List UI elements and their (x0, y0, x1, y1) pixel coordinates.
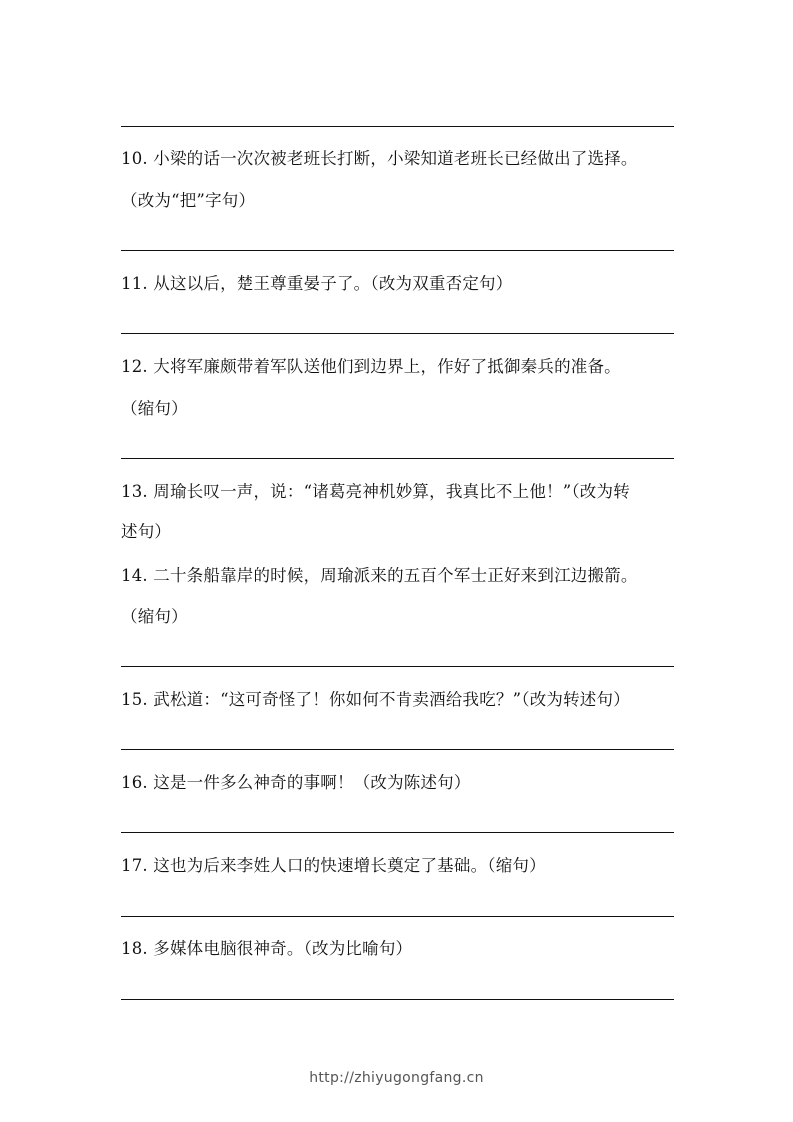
answer-line (121, 999, 674, 1000)
question-13-instruction: 述句） (121, 522, 172, 541)
question-17-text: 17. 这也为后来李姓人口的快速增长奠定了基础。（缩句） (121, 856, 546, 875)
answer-line (121, 126, 674, 127)
answer-line (121, 832, 674, 833)
question-14-instruction: （缩句） (121, 607, 188, 626)
question-10-instruction: （改为“把”字句） (121, 191, 256, 210)
footer-url: http://zhiyugongfang.cn (309, 1070, 484, 1086)
answer-line (121, 916, 674, 917)
answer-line (121, 250, 674, 251)
answer-line (121, 749, 674, 750)
answer-line (121, 458, 674, 459)
answer-line (121, 666, 674, 667)
question-10-text: 10. 小梁的话一次次被老班长打断，小梁知道老班长已经做出了选择。 (121, 149, 638, 168)
answer-line (121, 333, 674, 334)
question-18-text: 18. 多媒体电脑很神奇。（改为比喻句） (121, 939, 413, 958)
question-15-text: 15. 武松道：“这可奇怪了！你如何不肯卖酒给我吃？”（改为转述句） (121, 690, 630, 709)
question-12-instruction: （缩句） (121, 399, 188, 418)
question-11-text: 11. 从这以后，楚王尊重晏子了。（改为双重否定句） (121, 274, 513, 293)
question-12-text: 12. 大将军廉颇带着军队送他们到边界上，作好了抵御秦兵的准备。 (121, 357, 621, 376)
question-16-text: 16. 这是一件多么神奇的事啊！（改为陈述句） (121, 773, 471, 792)
question-13-text: 13. 周瑜长叹一声，说：“诸葛亮神机妙算，我真比不上他！”（改为转 (121, 482, 630, 501)
question-14-text: 14. 二十条船靠岸的时候，周瑜派来的五百个军士正好来到江边搬箭。 (121, 566, 638, 585)
